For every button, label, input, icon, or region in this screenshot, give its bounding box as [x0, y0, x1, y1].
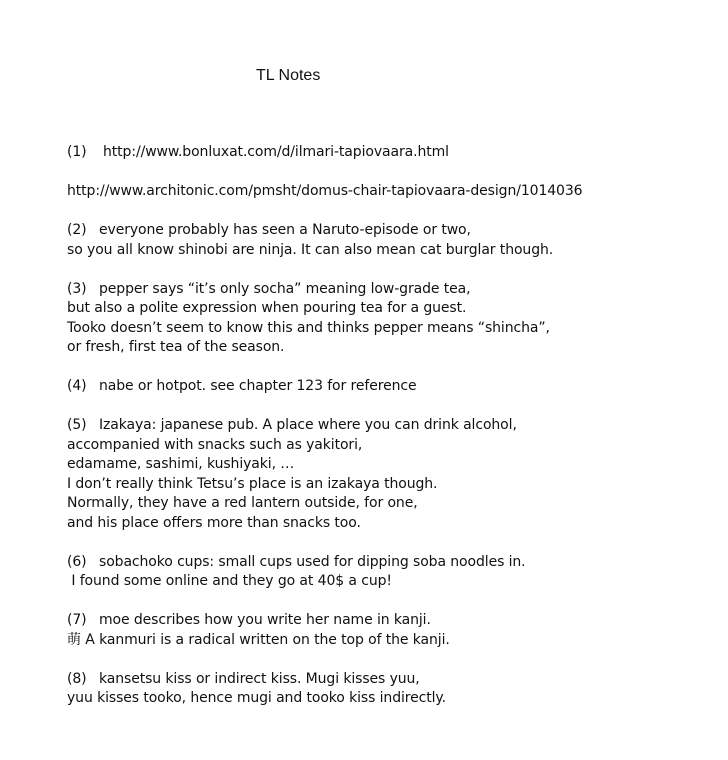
note-link[interactable]: http://www.architonic.com/pmsht/domus-chair-tapiovaara-design/1014036 [67, 183, 583, 199]
note-link[interactable]: http://www.bonluxat.com/d/ilmari-tapiovaara.html [103, 144, 449, 160]
note-text: so you all know shinobi are ninja. It can also mean cat burglar though. [67, 241, 554, 258]
note-number: (6) [67, 553, 87, 570]
note-3 [67, 280, 717, 300]
note-number: (3) [67, 280, 87, 297]
note-text: nabe or hotpot. see chapter 123 for reference [99, 378, 417, 394]
note-5 [67, 416, 717, 436]
note-text: pepper says “it’s only socha” meaning low-grade tea, [99, 280, 471, 297]
notes-list [67, 143, 717, 709]
note-text: Tooko doesn’t seem to know this and thinks pepper means “shincha”, [67, 319, 550, 336]
note-text: sobachoko cups: small cups used for dipping soba noodles in. [99, 553, 526, 570]
note-text: yuu kisses tooko, hence mugi and tooko kiss indirectly. [67, 690, 446, 706]
page-title: TL Notes [256, 67, 321, 84]
note-7 [67, 611, 717, 631]
note-text: but also a polite expression when pouring tea for a guest. [67, 300, 467, 316]
note-text: Normally, they have a red lantern outside, for one, [67, 495, 418, 511]
note-number: (4) [67, 378, 87, 394]
note-text: or fresh, first tea of the season. [67, 339, 285, 355]
note-text: 萌 A kanmuri is a radical written on the top of the kanji. [67, 631, 450, 648]
note-4 [67, 377, 717, 397]
note-1 [67, 143, 717, 163]
note-6 [67, 553, 717, 573]
note-text: accompanied with snacks such as yakitori, [67, 436, 363, 453]
note-text: I found some online and they go at 40$ a cup! [67, 573, 392, 589]
note-number: (2) [67, 222, 87, 238]
note-text: I don’t really think Tetsu’s place is an izakaya though. [67, 475, 438, 492]
note-2 [67, 221, 717, 241]
note-8 [67, 670, 717, 690]
note-number: (8) [67, 670, 87, 687]
note-number: (5) [67, 417, 87, 433]
note-text: kansetsu kiss or indirect kiss. Mugi kisses yuu, [99, 670, 420, 687]
note-text: Izakaya: japanese pub. A place where you can drink alcohol, [99, 417, 517, 433]
note-text: and his place offers more than snacks too. [67, 514, 361, 531]
note-text: moe describes how you write her name in kanji. [99, 612, 431, 628]
note-number: (7) [67, 612, 87, 628]
note-number: (1) [67, 144, 87, 160]
note-text: everyone probably has seen a Naruto-episode or two, [99, 222, 471, 238]
note-text: edamame, sashimi, kushiyaki, … [67, 456, 295, 472]
